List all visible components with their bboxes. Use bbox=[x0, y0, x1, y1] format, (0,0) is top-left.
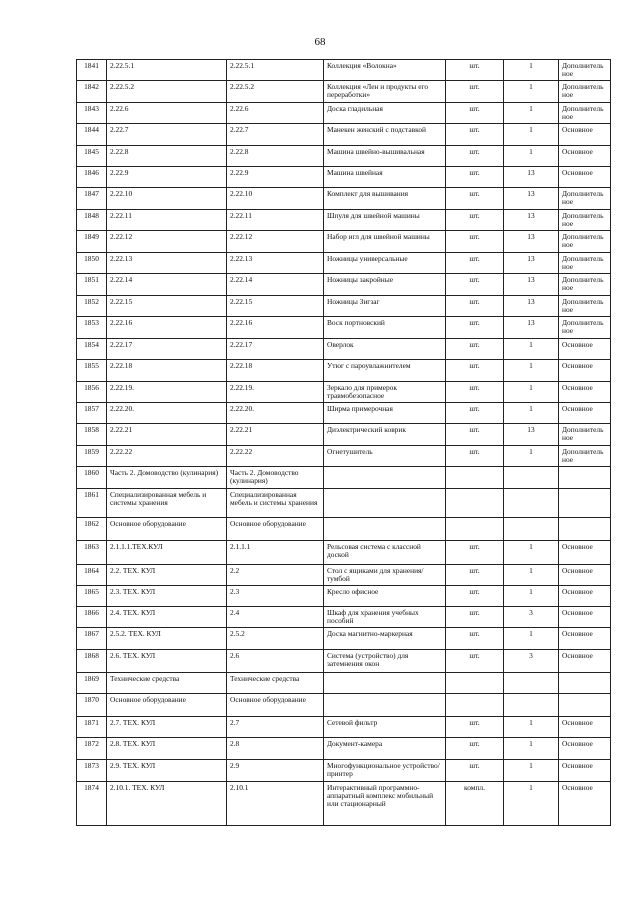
equipment-type-cell: Основное bbox=[559, 760, 611, 782]
row-number-cell: 1861 bbox=[77, 489, 107, 518]
code-secondary-cell: 2.22.12 bbox=[227, 231, 324, 253]
code-primary-cell: 2.22.19. bbox=[107, 382, 227, 403]
code-secondary-cell: 2.22.17 bbox=[227, 339, 324, 360]
code-secondary-cell: 2.2 bbox=[227, 565, 324, 586]
table-row bbox=[77, 231, 611, 253]
equipment-type-cell: Основное bbox=[559, 717, 611, 738]
quantity-cell: 13 bbox=[504, 210, 559, 231]
table-row bbox=[77, 339, 611, 360]
code-primary-cell: 2.9. ТЕХ. КУЛ bbox=[107, 760, 227, 782]
row-number-cell: 1842 bbox=[77, 81, 107, 103]
table-row bbox=[77, 738, 611, 760]
unit-cell: шт. bbox=[446, 188, 504, 210]
table-row bbox=[77, 518, 611, 541]
table-row bbox=[77, 489, 611, 518]
equipment-type-cell: Основное bbox=[559, 382, 611, 403]
code-secondary-cell: 2.7 bbox=[227, 717, 324, 738]
table-row bbox=[77, 317, 611, 339]
code-primary-cell: 2.22.11 bbox=[107, 210, 227, 231]
code-secondary-cell: 2.22.5.1 bbox=[227, 60, 324, 81]
equipment-type-cell bbox=[559, 489, 611, 518]
item-name-cell: Ширма примерочная bbox=[324, 403, 446, 424]
quantity-cell: 13 bbox=[504, 424, 559, 446]
item-name-cell: Сетевой фильтр bbox=[324, 717, 446, 738]
quantity-cell: 1 bbox=[504, 403, 559, 424]
quantity-cell: 1 bbox=[504, 541, 559, 565]
code-secondary-cell: Основное оборудование bbox=[227, 518, 324, 541]
quantity-cell: 13 bbox=[504, 253, 559, 274]
equipment-type-cell bbox=[559, 467, 611, 489]
unit-cell: шт. bbox=[446, 738, 504, 760]
table-row bbox=[77, 565, 611, 586]
item-name-cell bbox=[324, 694, 446, 717]
item-name-cell: Машина швейно-вышивальная bbox=[324, 146, 446, 167]
code-secondary-cell: 2.22.15 bbox=[227, 296, 324, 317]
quantity-cell: 13 bbox=[504, 296, 559, 317]
table-body bbox=[77, 60, 611, 826]
code-primary-cell: 2.7. ТЕХ. КУЛ bbox=[107, 717, 227, 738]
code-primary-cell: 2.22.13 bbox=[107, 253, 227, 274]
table-row bbox=[77, 103, 611, 124]
row-number-cell: 1870 bbox=[77, 694, 107, 717]
code-primary-cell: 2.5.2. ТЕХ. КУЛ bbox=[107, 628, 227, 650]
code-secondary-cell: 2.9 bbox=[227, 760, 324, 782]
code-primary-cell: 2.6. ТЕХ. КУЛ bbox=[107, 650, 227, 673]
item-name-cell: Коллекция «Волокна» bbox=[324, 60, 446, 81]
equipment-type-cell: Основное bbox=[559, 360, 611, 382]
code-secondary-cell: 2.22.22 bbox=[227, 446, 324, 467]
unit-cell: шт. bbox=[446, 607, 504, 628]
row-number-cell: 1851 bbox=[77, 274, 107, 296]
code-secondary-cell: 2.10.1 bbox=[227, 782, 324, 826]
quantity-cell bbox=[504, 673, 559, 694]
item-name-cell: Воск портновский bbox=[324, 317, 446, 339]
quantity-cell: 1 bbox=[504, 782, 559, 826]
table-row bbox=[77, 210, 611, 231]
item-name-cell: Рельсовая система с классной доской bbox=[324, 541, 446, 565]
table-row bbox=[77, 253, 611, 274]
quantity-cell: 1 bbox=[504, 717, 559, 738]
code-primary-cell: 2.22.21 bbox=[107, 424, 227, 446]
unit-cell: шт. bbox=[446, 296, 504, 317]
equipment-type-cell: Основное bbox=[559, 782, 611, 826]
unit-cell: шт. bbox=[446, 424, 504, 446]
table-row bbox=[77, 628, 611, 650]
unit-cell: шт. bbox=[446, 210, 504, 231]
quantity-cell: 1 bbox=[504, 628, 559, 650]
code-secondary-cell: 2.22.18 bbox=[227, 360, 324, 382]
equipment-type-cell: Дополнительное bbox=[559, 253, 611, 274]
table-row bbox=[77, 541, 611, 565]
row-number-cell: 1846 bbox=[77, 167, 107, 188]
item-name-cell bbox=[324, 673, 446, 694]
row-number-cell: 1848 bbox=[77, 210, 107, 231]
equipment-type-cell bbox=[559, 673, 611, 694]
code-primary-cell: 2.22.17 bbox=[107, 339, 227, 360]
item-name-cell: Манекен женский с подставкой bbox=[324, 124, 446, 146]
code-secondary-cell: Специализированная мебель и системы хранения bbox=[227, 489, 324, 518]
item-name-cell: Комплект для вышивания bbox=[324, 188, 446, 210]
row-number-cell: 1858 bbox=[77, 424, 107, 446]
row-number-cell: 1869 bbox=[77, 673, 107, 694]
row-number-cell: 1866 bbox=[77, 607, 107, 628]
item-name-cell: Шпуля для швейной машины bbox=[324, 210, 446, 231]
row-number-cell: 1867 bbox=[77, 628, 107, 650]
item-name-cell: Кресло офисное bbox=[324, 586, 446, 607]
table-row bbox=[77, 124, 611, 146]
quantity-cell: 1 bbox=[504, 146, 559, 167]
code-primary-cell: Основное оборудование bbox=[107, 694, 227, 717]
equipment-type-cell: Дополнительное bbox=[559, 60, 611, 81]
unit-cell: шт. bbox=[446, 717, 504, 738]
item-name-cell: Зеркало для примерок травмобезопасное bbox=[324, 382, 446, 403]
code-secondary-cell: 2.22.14 bbox=[227, 274, 324, 296]
equipment-type-cell bbox=[559, 694, 611, 717]
code-primary-cell: Специализированная мебель и системы хранения bbox=[107, 489, 227, 518]
item-name-cell: Диэлектрический коврик bbox=[324, 424, 446, 446]
code-primary-cell: 2.2. ТЕХ. КУЛ bbox=[107, 565, 227, 586]
item-name-cell: Документ-камера bbox=[324, 738, 446, 760]
row-number-cell: 1849 bbox=[77, 231, 107, 253]
code-secondary-cell: 2.22.21 bbox=[227, 424, 324, 446]
row-number-cell: 1845 bbox=[77, 146, 107, 167]
code-primary-cell: Технические средства bbox=[107, 673, 227, 694]
unit-cell bbox=[446, 694, 504, 717]
unit-cell bbox=[446, 489, 504, 518]
quantity-cell: 1 bbox=[504, 81, 559, 103]
item-name-cell bbox=[324, 467, 446, 489]
row-number-cell: 1847 bbox=[77, 188, 107, 210]
table-row bbox=[77, 782, 611, 826]
item-name-cell: Ножницы универсальные bbox=[324, 253, 446, 274]
equipment-table bbox=[76, 59, 611, 826]
code-secondary-cell: 2.22.7 bbox=[227, 124, 324, 146]
row-number-cell: 1864 bbox=[77, 565, 107, 586]
quantity-cell: 1 bbox=[504, 339, 559, 360]
row-number-cell: 1863 bbox=[77, 541, 107, 565]
code-secondary-cell: 2.22.11 bbox=[227, 210, 324, 231]
row-number-cell: 1865 bbox=[77, 586, 107, 607]
code-primary-cell: 2.22.7 bbox=[107, 124, 227, 146]
unit-cell: шт. bbox=[446, 628, 504, 650]
unit-cell: шт. bbox=[446, 124, 504, 146]
quantity-cell: 1 bbox=[504, 586, 559, 607]
equipment-type-cell: Дополнительное bbox=[559, 103, 611, 124]
equipment-type-cell: Основное bbox=[559, 650, 611, 673]
unit-cell: компл. bbox=[446, 782, 504, 826]
unit-cell: шт. bbox=[446, 146, 504, 167]
item-name-cell: Коллекция «Лен и продукты его переработки» bbox=[324, 81, 446, 103]
item-name-cell: Ножницы Зигзаг bbox=[324, 296, 446, 317]
quantity-cell: 13 bbox=[504, 231, 559, 253]
unit-cell: шт. bbox=[446, 339, 504, 360]
item-name-cell: Огнетушитель bbox=[324, 446, 446, 467]
quantity-cell: 1 bbox=[504, 446, 559, 467]
code-primary-cell: 2.3. ТЕХ. КУЛ bbox=[107, 586, 227, 607]
equipment-type-cell: Основное bbox=[559, 167, 611, 188]
code-primary-cell: 2.22.12 bbox=[107, 231, 227, 253]
equipment-type-cell: Дополнительное bbox=[559, 231, 611, 253]
unit-cell: шт. bbox=[446, 317, 504, 339]
item-name-cell bbox=[324, 489, 446, 518]
table-row bbox=[77, 760, 611, 782]
code-primary-cell: 2.22.14 bbox=[107, 274, 227, 296]
code-secondary-cell: 2.22.9 bbox=[227, 167, 324, 188]
equipment-type-cell: Основное bbox=[559, 738, 611, 760]
table-row bbox=[77, 60, 611, 81]
equipment-type-cell: Дополнительное bbox=[559, 274, 611, 296]
equipment-type-cell: Основное bbox=[559, 124, 611, 146]
table-row bbox=[77, 694, 611, 717]
code-secondary-cell: 2.3 bbox=[227, 586, 324, 607]
item-name-cell: Интерактивный программно-аппаратный комплекс мобильный или стационарный bbox=[324, 782, 446, 826]
unit-cell: шт. bbox=[446, 253, 504, 274]
page-number: 68 bbox=[314, 36, 326, 48]
code-secondary-cell: 2.4 bbox=[227, 607, 324, 628]
table-row bbox=[77, 424, 611, 446]
unit-cell: шт. bbox=[446, 760, 504, 782]
code-primary-cell: 2.1.1.1.ТЕХ.КУЛ bbox=[107, 541, 227, 565]
item-name-cell: Шкаф для хранения учебных пособий bbox=[324, 607, 446, 628]
quantity-cell bbox=[504, 489, 559, 518]
equipment-type-cell: Основное bbox=[559, 628, 611, 650]
row-number-cell: 1874 bbox=[77, 782, 107, 826]
code-primary-cell: 2.22.16 bbox=[107, 317, 227, 339]
quantity-cell: 13 bbox=[504, 167, 559, 188]
quantity-cell: 1 bbox=[504, 382, 559, 403]
unit-cell: шт. bbox=[446, 360, 504, 382]
item-name-cell: Утюг с пароувлажнителем bbox=[324, 360, 446, 382]
code-primary-cell: Часть 2. Домоводство (кулинария) bbox=[107, 467, 227, 489]
code-secondary-cell: 2.22.16 bbox=[227, 317, 324, 339]
code-secondary-cell: 2.5.2 bbox=[227, 628, 324, 650]
code-primary-cell: 2.22.10 bbox=[107, 188, 227, 210]
unit-cell: шт. bbox=[446, 60, 504, 81]
item-name-cell: Доска магнитно-маркерная bbox=[324, 628, 446, 650]
code-primary-cell: Основное оборудование bbox=[107, 518, 227, 541]
code-secondary-cell: 2.22.19. bbox=[227, 382, 324, 403]
unit-cell: шт. bbox=[446, 650, 504, 673]
table-row bbox=[77, 467, 611, 489]
row-number-cell: 1855 bbox=[77, 360, 107, 382]
row-number-cell: 1853 bbox=[77, 317, 107, 339]
code-secondary-cell: 2.22.20. bbox=[227, 403, 324, 424]
row-number-cell: 1859 bbox=[77, 446, 107, 467]
table-row bbox=[77, 188, 611, 210]
item-name-cell: Ножницы закройные bbox=[324, 274, 446, 296]
code-primary-cell: 2.22.18 bbox=[107, 360, 227, 382]
table-row bbox=[77, 81, 611, 103]
quantity-cell: 13 bbox=[504, 317, 559, 339]
code-primary-cell: 2.8. ТЕХ. КУЛ bbox=[107, 738, 227, 760]
row-number-cell: 1856 bbox=[77, 382, 107, 403]
code-secondary-cell: Технические средства bbox=[227, 673, 324, 694]
table-row bbox=[77, 717, 611, 738]
item-name-cell: Доска гладильная bbox=[324, 103, 446, 124]
row-number-cell: 1857 bbox=[77, 403, 107, 424]
item-name-cell: Стол с ящиками для хранения/тумбой bbox=[324, 565, 446, 586]
row-number-cell: 1868 bbox=[77, 650, 107, 673]
unit-cell bbox=[446, 518, 504, 541]
code-primary-cell: 2.22.8 bbox=[107, 146, 227, 167]
code-secondary-cell: 2.6 bbox=[227, 650, 324, 673]
table-row bbox=[77, 650, 611, 673]
unit-cell: шт. bbox=[446, 541, 504, 565]
table-row bbox=[77, 607, 611, 628]
quantity-cell: 1 bbox=[504, 103, 559, 124]
equipment-type-cell: Дополнительное bbox=[559, 296, 611, 317]
code-primary-cell: 2.4. ТЕХ. КУЛ bbox=[107, 607, 227, 628]
row-number-cell: 1850 bbox=[77, 253, 107, 274]
table-row bbox=[77, 403, 611, 424]
item-name-cell: Набор игл для швейной машины bbox=[324, 231, 446, 253]
item-name-cell: Оверлок bbox=[324, 339, 446, 360]
row-number-cell: 1873 bbox=[77, 760, 107, 782]
equipment-type-cell bbox=[559, 518, 611, 541]
item-name-cell: Система (устройство) для затемнения окон bbox=[324, 650, 446, 673]
quantity-cell: 1 bbox=[504, 124, 559, 146]
table-row bbox=[77, 360, 611, 382]
quantity-cell: 1 bbox=[504, 565, 559, 586]
code-secondary-cell: 2.1.1.1 bbox=[227, 541, 324, 565]
quantity-cell bbox=[504, 467, 559, 489]
item-name-cell: Машина швейная bbox=[324, 167, 446, 188]
code-primary-cell: 2.22.20. bbox=[107, 403, 227, 424]
code-primary-cell: 2.22.22 bbox=[107, 446, 227, 467]
code-primary-cell: 2.22.9 bbox=[107, 167, 227, 188]
code-secondary-cell: 2.22.6 bbox=[227, 103, 324, 124]
row-number-cell: 1852 bbox=[77, 296, 107, 317]
equipment-type-cell: Основное bbox=[559, 565, 611, 586]
item-name-cell: Многофункциональное устройство/принтер bbox=[324, 760, 446, 782]
code-secondary-cell: 2.22.5.2 bbox=[227, 81, 324, 103]
unit-cell bbox=[446, 467, 504, 489]
quantity-cell: 13 bbox=[504, 188, 559, 210]
item-name-cell bbox=[324, 518, 446, 541]
table-row bbox=[77, 296, 611, 317]
row-number-cell: 1860 bbox=[77, 467, 107, 489]
table-row bbox=[77, 167, 611, 188]
equipment-type-cell: Дополнительное bbox=[559, 446, 611, 467]
quantity-cell bbox=[504, 694, 559, 717]
equipment-type-cell: Основное bbox=[559, 541, 611, 565]
code-secondary-cell: 2.22.8 bbox=[227, 146, 324, 167]
code-secondary-cell: Часть 2. Домоводство (кулинария) bbox=[227, 467, 324, 489]
unit-cell: шт. bbox=[446, 446, 504, 467]
code-secondary-cell: 2.22.10 bbox=[227, 188, 324, 210]
equipment-type-cell: Основное bbox=[559, 146, 611, 167]
unit-cell: шт. bbox=[446, 167, 504, 188]
code-secondary-cell: Основное оборудование bbox=[227, 694, 324, 717]
quantity-cell: 3 bbox=[504, 607, 559, 628]
row-number-cell: 1841 bbox=[77, 60, 107, 81]
unit-cell: шт. bbox=[446, 382, 504, 403]
equipment-type-cell: Дополнительное bbox=[559, 188, 611, 210]
code-secondary-cell: 2.8 bbox=[227, 738, 324, 760]
row-number-cell: 1871 bbox=[77, 717, 107, 738]
table-row bbox=[77, 586, 611, 607]
equipment-type-cell: Дополнительное bbox=[559, 424, 611, 446]
quantity-cell: 13 bbox=[504, 274, 559, 296]
quantity-cell: 3 bbox=[504, 650, 559, 673]
quantity-cell bbox=[504, 518, 559, 541]
code-primary-cell: 2.22.6 bbox=[107, 103, 227, 124]
table-row bbox=[77, 673, 611, 694]
table-row bbox=[77, 274, 611, 296]
equipment-type-cell: Основное bbox=[559, 339, 611, 360]
table-row bbox=[77, 146, 611, 167]
unit-cell: шт. bbox=[446, 586, 504, 607]
table-row bbox=[77, 382, 611, 403]
equipment-type-cell: Дополнительное bbox=[559, 81, 611, 103]
unit-cell: шт. bbox=[446, 565, 504, 586]
code-primary-cell: 2.22.15 bbox=[107, 296, 227, 317]
equipment-type-cell: Дополнительное bbox=[559, 317, 611, 339]
row-number-cell: 1854 bbox=[77, 339, 107, 360]
equipment-type-cell: Основное bbox=[559, 403, 611, 424]
unit-cell: шт. bbox=[446, 103, 504, 124]
equipment-type-cell: Основное bbox=[559, 586, 611, 607]
code-primary-cell: 2.22.5.1 bbox=[107, 60, 227, 81]
row-number-cell: 1843 bbox=[77, 103, 107, 124]
quantity-cell: 1 bbox=[504, 738, 559, 760]
quantity-cell: 1 bbox=[504, 360, 559, 382]
row-number-cell: 1862 bbox=[77, 518, 107, 541]
row-number-cell: 1872 bbox=[77, 738, 107, 760]
unit-cell bbox=[446, 673, 504, 694]
unit-cell: шт. bbox=[446, 274, 504, 296]
equipment-type-cell: Дополнительное bbox=[559, 210, 611, 231]
equipment-type-cell: Основное bbox=[559, 607, 611, 628]
code-primary-cell: 2.10.1. ТЕХ. КУЛ bbox=[107, 782, 227, 826]
table-row bbox=[77, 446, 611, 467]
code-secondary-cell: 2.22.13 bbox=[227, 253, 324, 274]
unit-cell: шт. bbox=[446, 81, 504, 103]
row-number-cell: 1844 bbox=[77, 124, 107, 146]
unit-cell: шт. bbox=[446, 231, 504, 253]
code-primary-cell: 2.22.5.2 bbox=[107, 81, 227, 103]
quantity-cell: 1 bbox=[504, 760, 559, 782]
quantity-cell: 1 bbox=[504, 60, 559, 81]
unit-cell: шт. bbox=[446, 403, 504, 424]
